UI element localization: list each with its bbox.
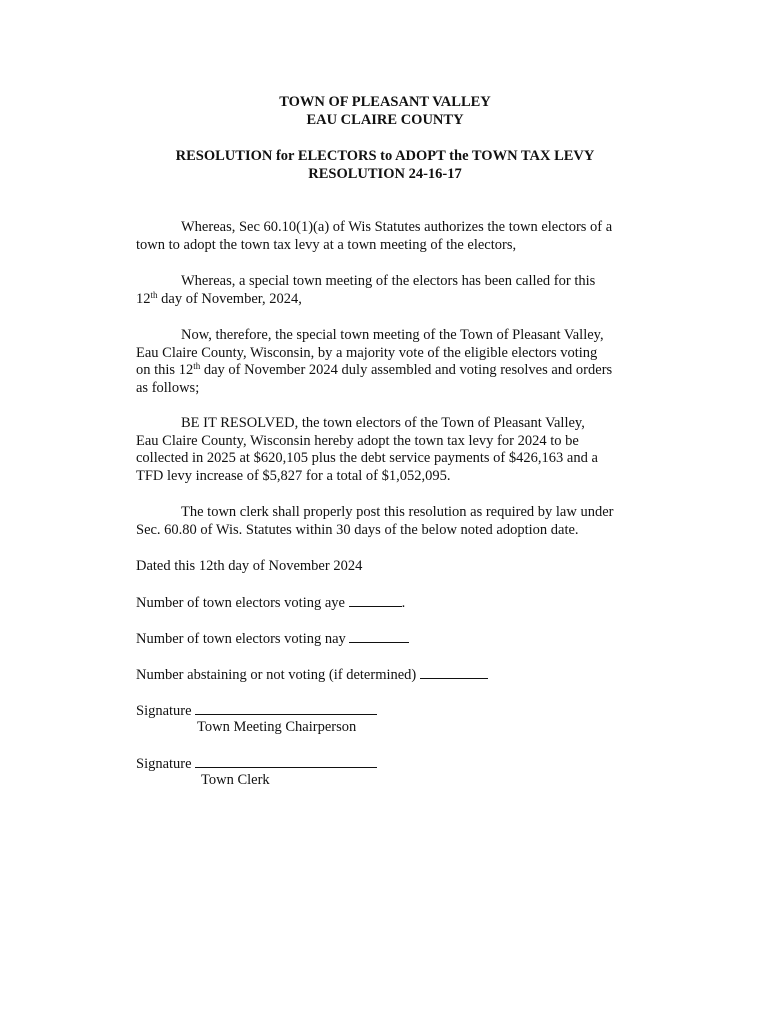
- signature-line-chairperson: [136, 702, 377, 720]
- whereas-paragraph-2: [136, 273, 636, 308]
- clerk-signature-blank[interactable]: [195, 755, 377, 768]
- paragraph-line: 12th day of November, 2024,: [136, 289, 302, 307]
- chairperson-title: Town Meeting Chairperson: [197, 719, 357, 735]
- paragraph-line: collected in 2025 at $620,105 plus the debt service payments of $426,163 and a: [136, 450, 598, 467]
- paragraph-line: Eau Claire County, Wisconsin hereby adopt the town tax levy for 2024 to be: [136, 432, 579, 449]
- paragraph-line: The town clerk shall properly post this resolution as required by law under: [181, 504, 614, 520]
- abstain-count-line: [136, 666, 488, 684]
- paragraph-line: as follows;: [136, 380, 200, 397]
- abstain-count-blank[interactable]: [420, 666, 488, 679]
- paragraph-line: Whereas, a special town meeting of the electors has been called for this: [181, 273, 596, 289]
- county-name-heading: EAU CLAIRE COUNTY: [306, 112, 464, 128]
- dated-line: Dated this 12th day of November 2024: [136, 558, 363, 574]
- aye-count-blank[interactable]: [349, 594, 402, 607]
- nay-count-line: [136, 630, 409, 648]
- paragraph-line: Eau Claire County, Wisconsin, by a majority vote of the eligible electors voting: [136, 344, 598, 361]
- now-therefore-paragraph: [136, 327, 636, 398]
- paragraph-line: TFD levy increase of $5,827 for a total of $1,052,095.: [136, 468, 451, 485]
- signature-label: Signature: [136, 703, 192, 719]
- resolution-title: RESOLUTION for ELECTORS to ADOPT the TOWN TAX LEVY: [175, 148, 595, 164]
- aye-label: Number of town electors voting aye: [136, 595, 345, 611]
- signature-line-clerk: [136, 755, 377, 773]
- paragraph-line: BE IT RESOLVED, the town electors of the Town of Pleasant Valley,: [181, 415, 585, 431]
- paragraph-line: Whereas, Sec 60.10(1)(a) of Wis Statutes authorizes the town electors of a: [181, 219, 613, 235]
- clerk-title: Town Clerk: [201, 772, 270, 788]
- paragraph-line: town to adopt the town tax levy at a town meeting of the electors,: [136, 236, 517, 253]
- nay-label: Number of town electors voting nay: [136, 631, 346, 647]
- signature-label: Signature: [136, 756, 192, 772]
- whereas-paragraph-1: [136, 219, 636, 254]
- be-it-resolved-paragraph: [136, 415, 636, 486]
- town-name-heading: TOWN OF PLEASANT VALLEY: [279, 94, 491, 110]
- abstain-label: Number abstaining or not voting (if determined): [136, 667, 417, 683]
- nay-count-blank[interactable]: [349, 630, 409, 643]
- chairperson-signature-blank[interactable]: [195, 702, 377, 715]
- resolution-number: RESOLUTION 24-16-17: [308, 166, 462, 182]
- aye-count-line: Number of town electors voting aye .: [136, 595, 406, 611]
- town-clerk-paragraph: [136, 504, 636, 539]
- paragraph-line: Sec. 60.80 of Wis. Statutes within 30 days of the below noted adoption date.: [136, 521, 579, 538]
- paragraph-line: on this 12th day of November 2024 duly assembled and voting resolves and orders: [136, 361, 613, 379]
- paragraph-line: Now, therefore, the special town meeting of the Town of Pleasant Valley,: [181, 327, 604, 343]
